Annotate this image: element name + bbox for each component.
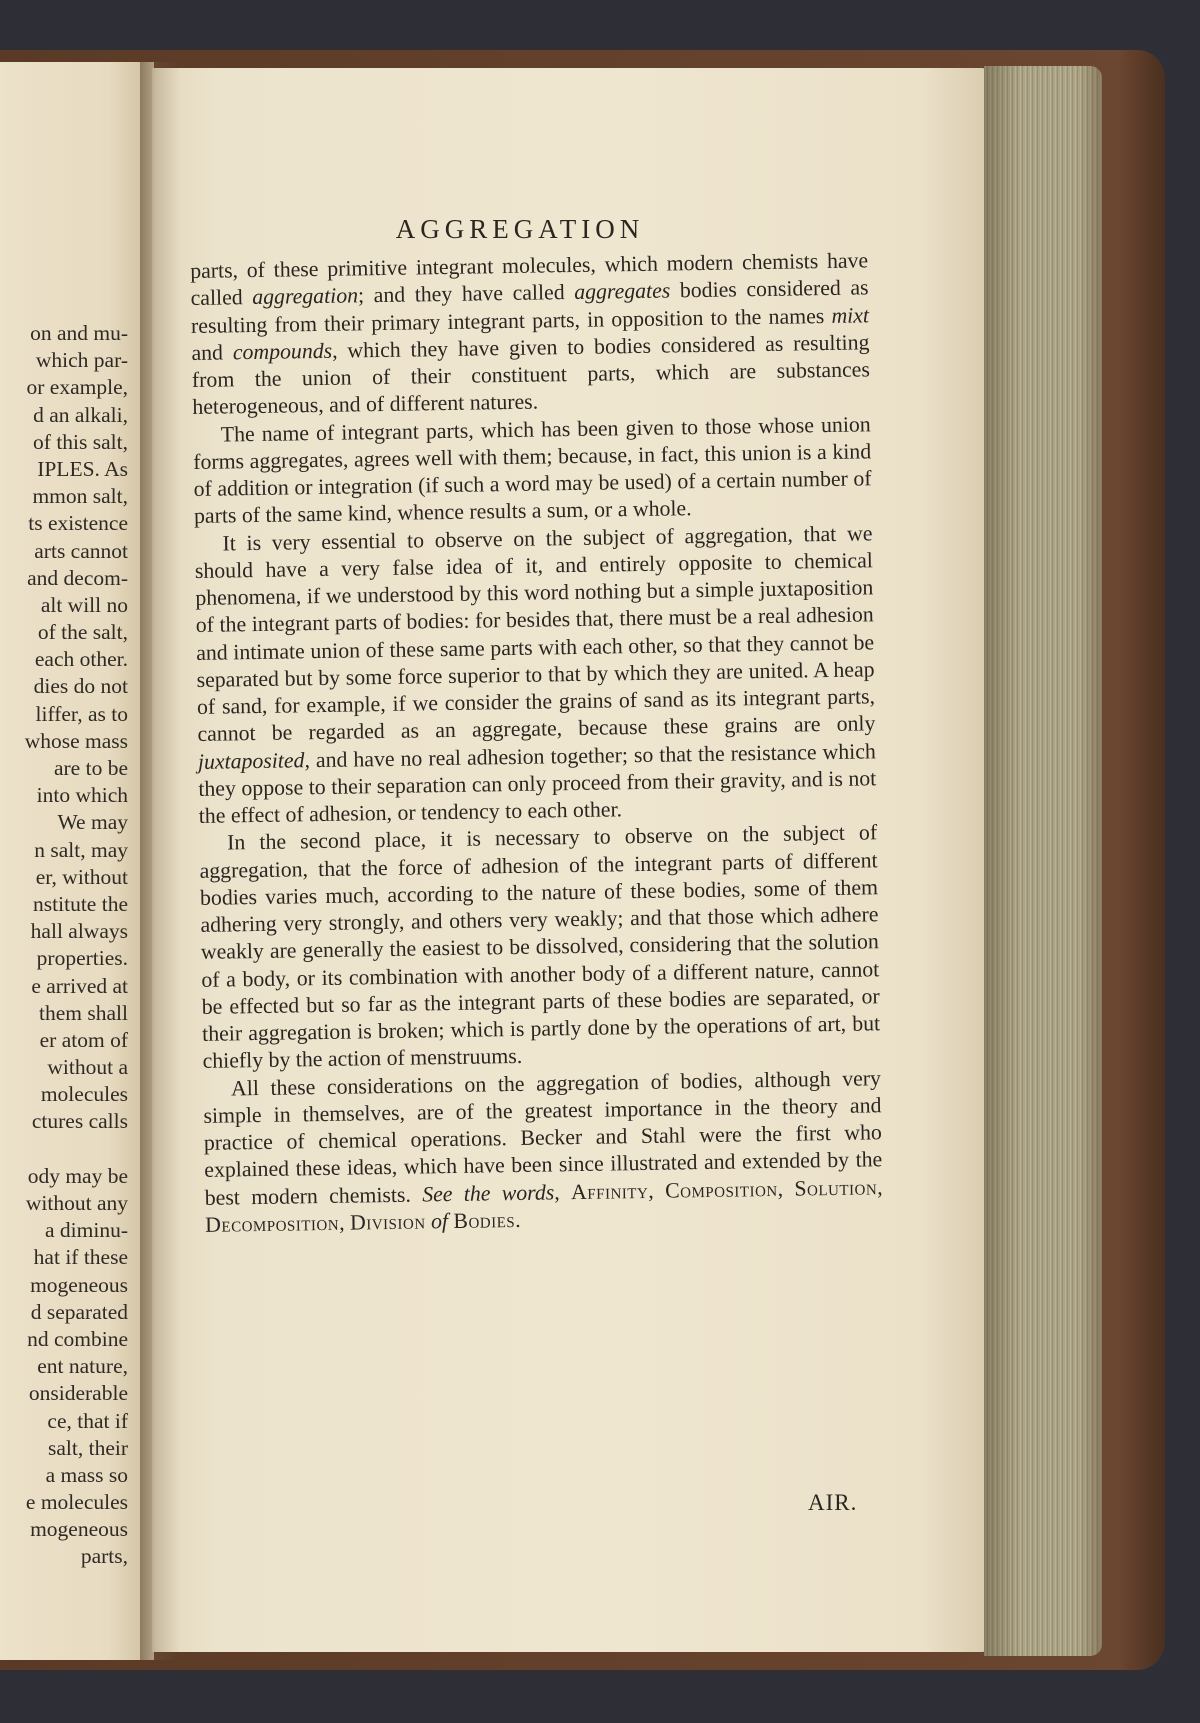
left-page-line: We may <box>57 810 128 835</box>
left-page-line: d an alkali, <box>33 402 128 427</box>
text-span: , which they have given to bodies considered as resulting from the union of their constituent parts, which are substances heterogeneous, and of different natures. <box>191 330 871 420</box>
left-page-line: er, without <box>35 864 128 889</box>
left-page-line: mogeneous <box>30 1517 128 1542</box>
left-page-line: whose mass <box>24 728 128 753</box>
left-page-line: ce, that if <box>47 1408 128 1433</box>
left-page-line: IPLES. As <box>37 456 128 481</box>
italic-term: mixt <box>831 302 870 328</box>
left-page-line: which par- <box>35 348 128 373</box>
italic-term: compounds <box>232 338 333 365</box>
italic-term: juxtaposited <box>197 747 305 774</box>
paragraph-4: In the second place, it is necessary to observe on the subject of aggregation, that the force of adhesion of the integrant parts of different bodies varies much, according to the nature of these bodies, some of them adhering very strongly, and others very weakly; and that those which adhere weakly are generally the easiest to be dissolved, considering that the solution of a body, or its combination with another body of a different nature, cannot be effected but so far as the integrant parts of these bodies are separated, or their aggregation is broken; which is partly done by the operations of art, but chiefly by the action of menstruums. <box>199 820 881 1074</box>
left-page-line: of this salt, <box>33 429 128 454</box>
left-page-line: parts, <box>80 1544 128 1569</box>
left-page-line: ctures calls <box>31 1109 128 1134</box>
left-page-line: e molecules <box>25 1490 128 1515</box>
paragraph-5 <box>203 1065 883 1239</box>
cross-reference: Decomposition <box>204 1210 340 1237</box>
left-page-line: n salt, may <box>34 837 128 862</box>
text-span: , and have no real adhesion together; so that the resistance which they oppose to their separation can only proceed from their gravity, and is not the effect of adhesion, or tendency to each other. <box>198 738 877 828</box>
text-span: parts, of these primitive integrant molecules, which modern chemists have called <box>190 248 869 311</box>
left-page-line <box>0 1136 128 1163</box>
page-block-shade <box>984 66 1102 1656</box>
left-page-line: arts cannot <box>34 538 128 563</box>
left-page-line: nstitute the <box>33 891 128 916</box>
left-page-line: of the salt, <box>37 620 128 645</box>
left-page-line: them shall <box>39 1000 128 1025</box>
cross-reference: Bodies <box>453 1207 516 1233</box>
left-page-line: into which <box>36 783 128 808</box>
left-page-line: or example, <box>26 375 128 400</box>
italic-term: aggregation <box>252 283 359 310</box>
paragraph-2: The name of integrant parts, which has been given to those whose union forms aggregates, agrees well with them; because, in fact, this union is a kind of addition or integration (if such a word may be used) of a certain number of parts of the same kind, whence results a sum, or a whole. <box>193 411 872 529</box>
left-page-line: ent nature, <box>37 1354 128 1379</box>
cross-reference: Composition <box>664 1176 778 1203</box>
paragraph-1 <box>190 247 870 421</box>
cross-reference: Affinity <box>570 1178 649 1204</box>
left-page-line: a mass so <box>45 1462 128 1487</box>
running-head: AGGREGATION <box>395 214 645 244</box>
text-span: , <box>554 1179 572 1204</box>
left-page-line: a diminu- <box>45 1218 128 1243</box>
left-page-line: e arrived at <box>31 973 128 998</box>
text-span: , <box>877 1174 883 1199</box>
left-page-line: are to be <box>53 756 128 780</box>
text-span: ; and they have called <box>357 280 575 308</box>
left-page-line: onsiderable <box>28 1381 128 1406</box>
left-page-line: dies do not <box>33 674 128 699</box>
paragraph-3 <box>194 520 877 830</box>
left-page-line: hat if these <box>33 1245 128 1270</box>
text-span: , <box>648 1178 666 1203</box>
text-span: bodies considered as resulting from their primary integrant parts, in opposition to the names <box>190 275 869 338</box>
left-page-line: without a <box>47 1055 128 1080</box>
text-span: and <box>191 340 234 365</box>
left-page-line: ody may be <box>27 1163 128 1188</box>
left-page <box>0 62 154 1660</box>
left-page-text <box>0 320 128 1571</box>
left-page-line: mmon salt, <box>32 484 128 509</box>
text-span: , <box>338 1210 351 1235</box>
left-page-line: nd combine <box>27 1326 128 1351</box>
text-span: All these considerations on the aggregation of bodies, although very simple in themselves, are of the greatest importance in the theory and practice of chemical operations. Becker and Stahl were the first who explained these ideas, which have been since illustrated and extended by the best modern chemists. <box>203 1065 883 1210</box>
text-span: . <box>514 1207 521 1232</box>
left-page-line: on and mu- <box>30 321 128 345</box>
left-page-line: without any <box>25 1191 128 1215</box>
catchword: AIR. <box>808 1490 858 1515</box>
left-page-line: ts existence <box>28 511 128 536</box>
gutter-shadow <box>140 62 180 1660</box>
left-page-line: alt will no <box>40 592 128 617</box>
cross-reference: Solution <box>794 1174 878 1201</box>
left-page-line: er atom of <box>39 1027 128 1052</box>
italic-term: of <box>430 1208 449 1234</box>
text-span: , <box>777 1176 795 1201</box>
body-text <box>190 247 883 1239</box>
cross-reference: Division <box>349 1209 426 1235</box>
left-page-line: hall always <box>30 919 128 944</box>
left-page-line: liffer, as to <box>35 701 128 726</box>
italic-term: See the words <box>422 1179 555 1206</box>
left-page-line: each other. <box>34 647 128 672</box>
italic-term: aggregates <box>574 278 671 305</box>
left-page-line: properties. <box>36 946 128 971</box>
text-span: It is very essential to observe on the subject of aggregation, that we should have a very false idea of it, and entirely opposite to chemical phenomena, if we understood by this word nothing but a simple juxtaposition of the integrant parts of bodies: for besides that, there must be a real adhesion and intimate union of these same parts with each other, so that they cannot be separated but by some force superior to that by which they are united. A heap of sand, for example, if we consider the grains of sand as its integrant parts, cannot be regarded as an aggregate, because these grains are only <box>194 520 876 747</box>
left-page-line: salt, their <box>47 1435 128 1460</box>
left-page-line: molecules <box>40 1082 128 1107</box>
left-page-line: d separated <box>30 1299 128 1324</box>
left-page-line: and decom- <box>27 565 128 590</box>
left-page-line: mogeneous <box>30 1272 128 1297</box>
